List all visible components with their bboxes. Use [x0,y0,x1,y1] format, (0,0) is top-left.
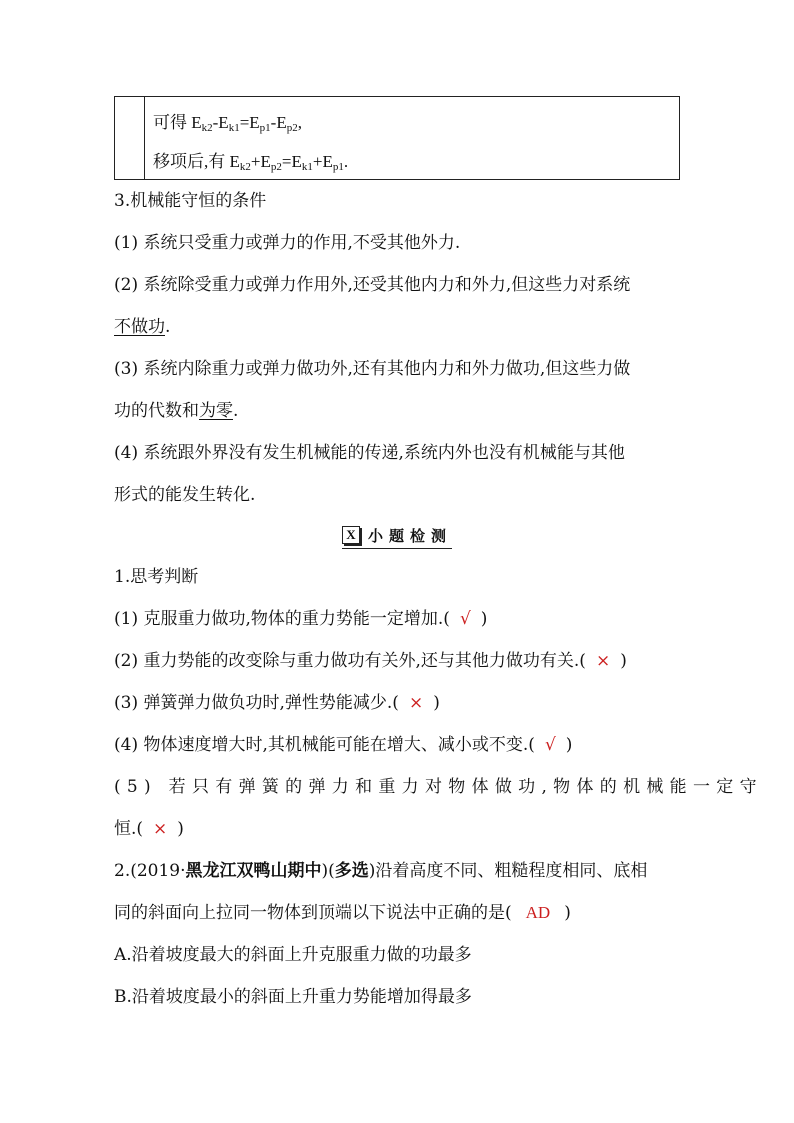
condition-4-line-2: 形式的能发生转化. [114,485,256,505]
condition-1: (1) 系统只受重力或弹力的作用,不受其他外力. [114,233,461,253]
derivation-line-1 [153,108,302,134]
derivation-line-2 [153,147,348,173]
judgement-item [114,608,487,630]
judgement-item [114,692,440,714]
judgement-text: (2) 重力势能的改变除与重力做功有关外,还与其他力做功有关.( [114,651,586,671]
condition-2-line-1: (2) 系统除受重力或弹力作用外,还受其他内力和外力,但这些力对系统 [114,275,631,295]
x-box-icon: X [342,526,360,544]
derivation-text: 移项后,有 E [153,152,240,171]
judgement-text: (3) 弹簧弹力做负功时,弹性势能减少.( [114,693,399,713]
section-heading [342,525,452,549]
question-text: )沿着高度不同、粗糙程度相同、底相 [368,861,648,881]
question-1-title: 1.思考判断 [114,567,199,587]
subscript: k1 [228,122,240,134]
option-b: B.沿着坡度最小的斜面上升重力势能增加得最多 [114,987,472,1007]
judgement-text: (1) 克服重力做功,物体的重力势能一定增加.( [114,609,450,629]
derivation-text: -E [212,113,229,132]
judgement-item [114,734,572,756]
subscript: k1 [301,161,313,173]
punctuation: )( [321,861,335,881]
section-title: 3.机械能守恒的条件 [114,191,267,211]
judgement-item [114,650,627,672]
punctuation: ) [433,693,440,713]
derivation-text: +E [250,152,271,171]
condition-3-line-2 [114,400,238,422]
condition-4-line-1: (4) 系统跟外界没有发生机械能的传递,系统内外也没有机械能与其他 [114,443,625,463]
judgement-text: (4) 物体速度增大时,其机械能可能在增大、减小或不变.( [114,735,535,755]
punctuation: ) [620,651,627,671]
punctuation: . [165,317,171,337]
punctuation: ) [564,903,571,923]
question-text: 同的斜面向上拉同一物体到顶端以下说法中正确的是( [114,903,512,923]
answer-mark: × [408,693,424,713]
subscript: p2 [286,122,298,134]
answer-mark: √ [544,735,556,755]
subscript: p1 [332,161,344,173]
answer-text: AD [525,903,551,922]
answer-mark: × [595,651,611,671]
subscript: p2 [270,161,282,173]
option-a: A.沿着坡度最大的斜面上升克服重力做的功最多 [114,945,472,965]
heading-text: 小题检测 [367,526,452,545]
judgement-item-5-line-2 [114,818,184,840]
fill-in-answer: 为零 [199,401,233,421]
derivation-text: +E [312,152,333,171]
subscript: k2 [239,161,251,173]
derivation-box-label-column [115,97,145,179]
derivation-text: =E [239,113,260,132]
derivation-box [114,96,680,180]
condition-2-line-2 [114,316,170,338]
condition-3-line-1: (3) 系统内除重力或弹力做功外,还有其他内力和外力做功,但这些力做 [114,359,631,379]
question-2-line-1 [114,860,647,882]
punctuation: ) [177,819,184,839]
question-number: 2.(2019· [114,861,186,881]
judgement-item-5-line-1: (5) 若只有弹簧的弹力和重力对物体做功,物体的机械能一定守 [114,777,763,797]
punctuation: . [233,401,239,421]
answer-mark: √ [459,609,471,629]
subscript: p1 [259,122,271,134]
punctuation: ) [565,735,573,755]
judgement-text: 恒.( [114,819,144,839]
question-2-line-2 [114,902,571,924]
derivation-text: . [343,152,349,171]
derivation-text: 可得 E [153,113,202,132]
answer-mark: × [153,819,168,839]
subscript: k2 [201,122,213,134]
derivation-text: =E [281,152,302,171]
question-source: 黑龙江双鸭山期中 [185,861,322,881]
fill-in-answer: 不做功 [114,317,165,337]
derivation-text: , [297,113,302,132]
punctuation: ) [480,609,488,629]
condition-text: 功的代数和 [114,401,199,421]
question-type: 多选 [334,861,369,881]
derivation-text: -E [270,113,287,132]
section-heading-wrap [0,524,794,549]
